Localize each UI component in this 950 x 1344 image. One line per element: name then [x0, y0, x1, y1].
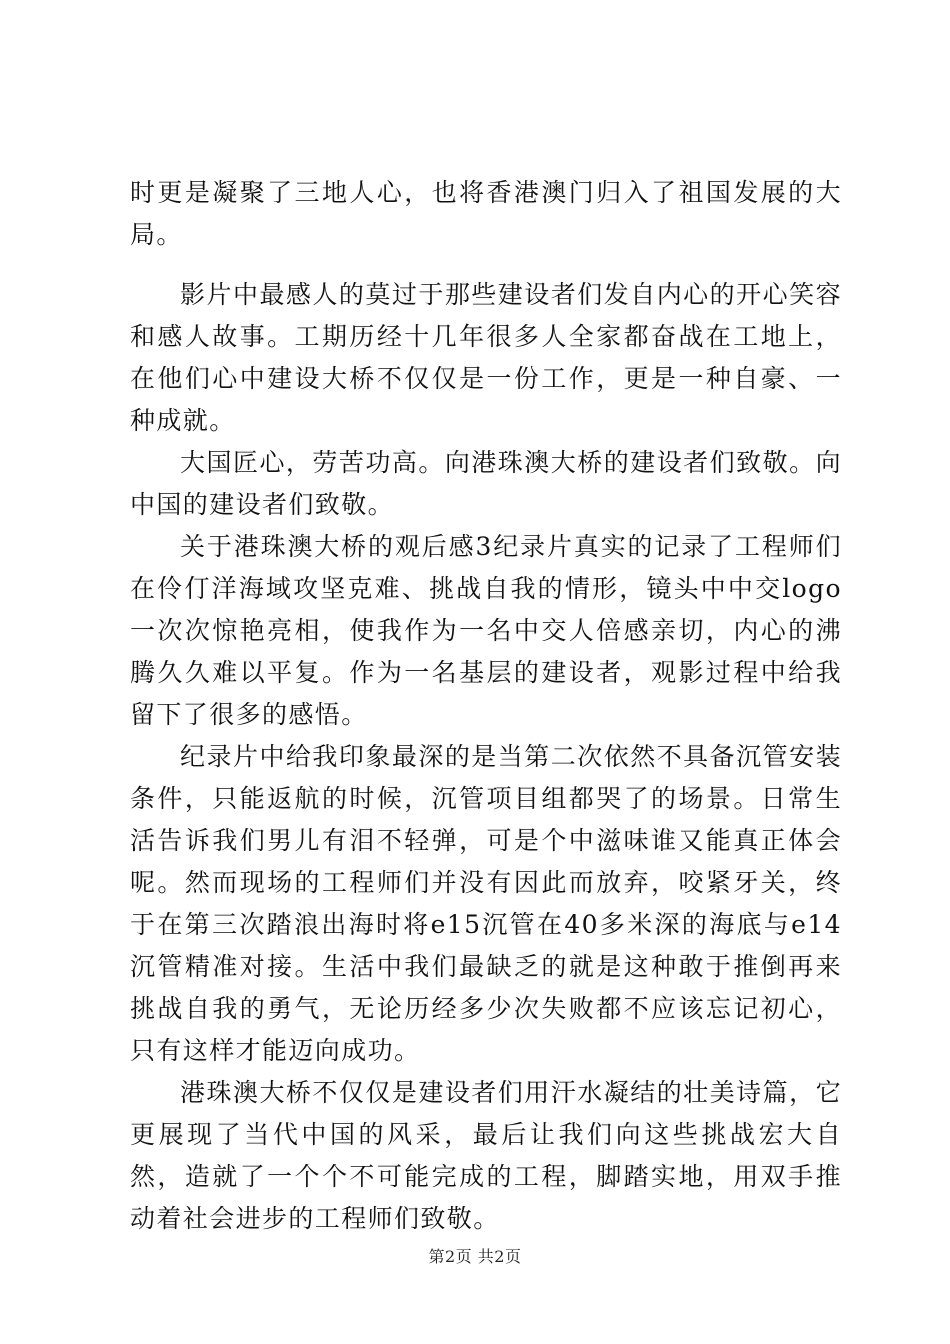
page-number-footer: 第2页 共2页 — [428, 1247, 522, 1266]
paragraph: 大国匠心，劳苦功高。向港珠澳大桥的建设者们致敬。向中国的建设者们致敬。 — [130, 448, 842, 519]
paragraph: 影片中最感人的莫过于那些建设者们发自内心的开心笑容和感人故事。工期历经十几年很多人全家都奋战在工地上，在他们心中建设大桥不仅仅是一份工作，更是一种自豪、一种成就。 — [130, 280, 842, 435]
document-body — [130, 172, 842, 1240]
paragraph: 港珠澳大桥不仅仅是建设者们用汗水凝结的壮美诗篇，它更展现了当代中国的风采，最后让我们向这些挑战宏大自然，造就了一个个不可能完成的工程，脚踏实地，用双手推动着社会进步的工程师们致敬。 — [130, 1078, 842, 1233]
paragraph-continuation: 时更是凝聚了三地人心，也将香港澳门归入了祖国发展的大局。 — [130, 178, 842, 249]
paragraph: 关于港珠澳大桥的观后感3纪录片真实的记录了工程师们在伶仃洋海域攻坚克难、挑战自我的情形，镜头中中交logo一次次惊艳亮相，使我作为一名中交人倍感亲切，内心的沸腾久久难以平复。作为一名基层的建设者，观影过程中给我留下了很多的感悟。 — [130, 532, 842, 729]
paragraph: 纪录片中给我印象最深的是当第二次依然不具备沉管安装条件，只能返航的时候，沉管项目组都哭了的场景。日常生活告诉我们男儿有泪不轻弹，可是个中滋味谁又能真正体会呢。然而现场的工程师们并没有因此而放弃，咬紧牙关，终于在第三次踏浪出海时将e15沉管在40多米深的海底与e14沉管精准对接。生活中我们最缺乏的就是这种敢于推倒再来挑战自我的勇气，无论历经多少次失败都不应该忘记初心，只有这样才能迈向成功。 — [130, 742, 842, 1065]
